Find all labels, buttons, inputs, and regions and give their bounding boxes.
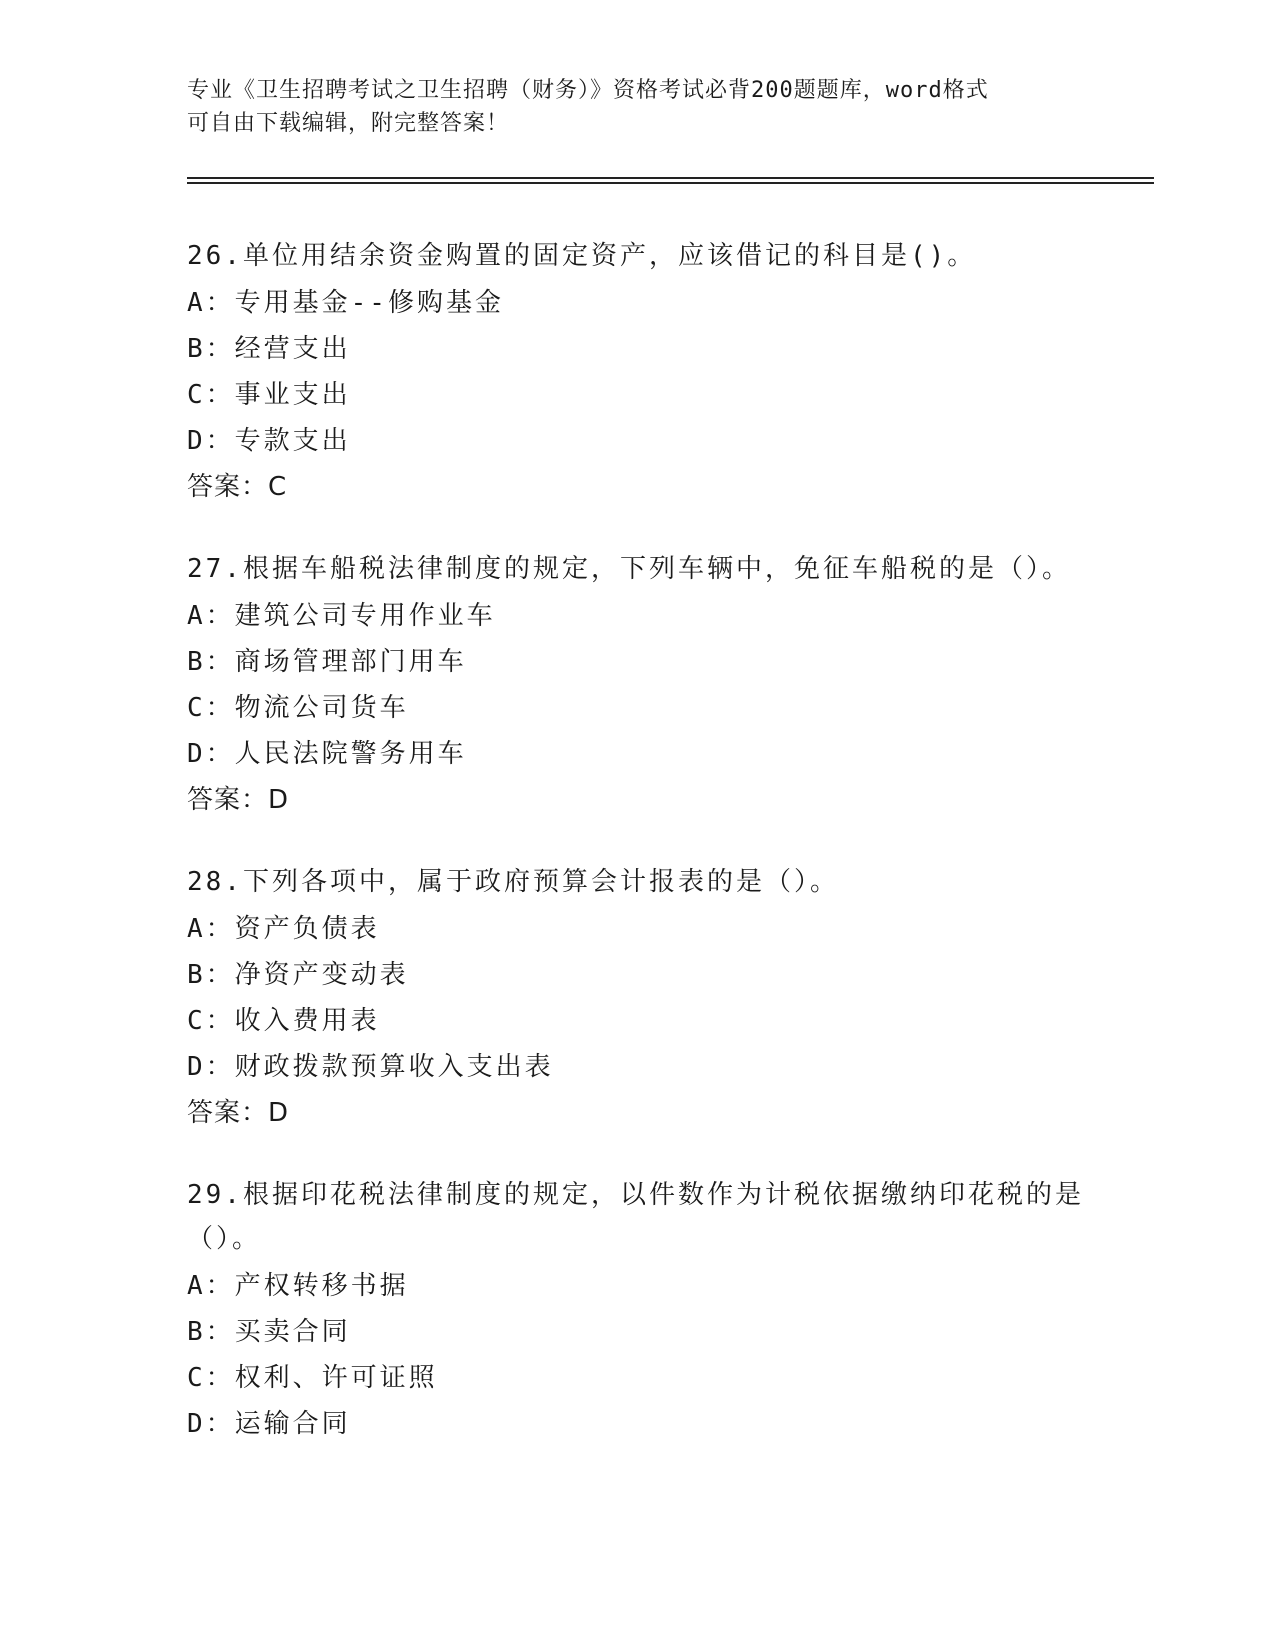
answer-line: 答案：C [187,472,288,502]
header-line-1: 专业《卫生招聘考试之卫生招聘（财务）》资格考试必背200题题库，word格式 [187,78,989,103]
option-a: A：建筑公司专用作业车 [187,601,496,631]
option-b: B：买卖合同 [187,1317,351,1347]
header-line-2: 可自由下载编辑，附完整答案！ [187,111,510,136]
option-c: C：事业支出 [187,380,351,410]
option-d: D：运输合同 [187,1409,351,1439]
question-26 [187,234,1107,510]
header-divider-bottom [187,182,1154,184]
option-d: D：人民法院警务用车 [187,739,467,769]
option-b: B：净资产变动表 [187,960,409,990]
document-header [187,74,1087,140]
answer-line: 答案：D [187,785,290,815]
option-d: D：专款支出 [187,426,351,456]
option-d: D：财政拨款预算收入支出表 [187,1052,554,1082]
question-text: 28.下列各项中，属于政府预算会计报表的是（）。 [187,867,839,897]
question-text: 27.根据车船税法律制度的规定，下列车辆中，免征车船税的是（）。 [187,554,1071,584]
option-c: C：权利、许可证照 [187,1363,438,1393]
option-a: A：专用基金--修购基金 [187,288,504,318]
option-c: C：收入费用表 [187,1006,380,1036]
option-c: C：物流公司货车 [187,693,409,723]
question-text: 26.单位用结余资金购置的固定资产，应该借记的科目是()。 [187,241,977,271]
option-b: B：商场管理部门用车 [187,647,467,677]
question-29 [187,1173,1107,1447]
option-a: A：资产负债表 [187,914,380,944]
question-28 [187,860,1107,1136]
question-text: 29.根据印花税法律制度的规定，以件数作为计税依据缴纳印花税的是（）。 [187,1180,1084,1254]
question-27 [187,547,1107,823]
answer-line: 答案：D [187,1098,290,1128]
option-b: B：经营支出 [187,334,351,364]
header-divider-top [187,177,1154,179]
question-list [187,234,1107,1484]
option-a: A：产权转移书据 [187,1271,409,1301]
